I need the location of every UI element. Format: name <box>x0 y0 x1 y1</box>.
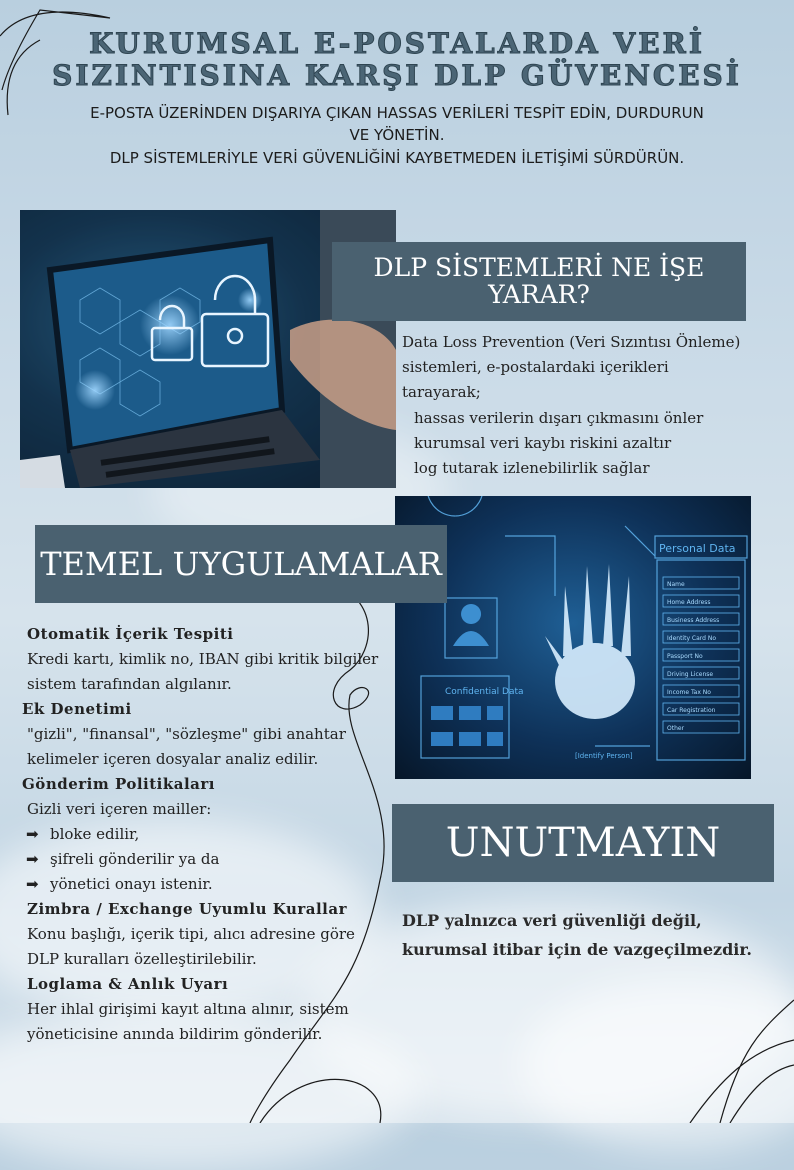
section-text: Gizli veri içeren mailler: <box>27 800 212 818</box>
arrow-icon: ➡ <box>26 850 39 868</box>
field-label: Business Address <box>667 617 720 624</box>
arrow-icon: ➡ <box>26 875 39 893</box>
field-label: Name <box>667 581 685 588</box>
personal-data-image <box>395 496 751 779</box>
field-label: Identity Card No <box>667 635 717 642</box>
list-item: log tutarak izlenebilirlik sağlar <box>414 459 650 477</box>
field-label: Car Registration <box>667 707 716 714</box>
section-heading: Loglama & Anlık Uyarı <box>27 975 229 993</box>
dlp-intro-text: Data Loss Prevention (Veri Sızıntısı Önleme) sistemleri, e-postalardaki içerikleri tarayarak; <box>402 333 741 401</box>
subtitle-line1: E-POSTA ÜZERİNDEN DIŞARIYA ÇIKAN HASSAS VERİLERİ TESPİT EDİN, DURDURUN VE YÖNETİN. <box>90 104 704 144</box>
personal-data-label: Personal Data <box>659 542 736 555</box>
field-label: Passport No <box>667 653 703 660</box>
section-heading: Otomatik İçerik Tespiti <box>27 625 234 643</box>
field-label: Home Address <box>667 599 711 606</box>
list-item: ➡ şifreli gönderilir ya da <box>22 847 384 872</box>
applications-banner: TEMEL UYGULAMALAR <box>35 525 447 603</box>
confidential-label: Confidential Data <box>445 687 524 697</box>
field-label: Driving License <box>667 671 714 678</box>
list-item: ➡ yönetici onayı istenir. <box>22 872 384 897</box>
list-item: kurumsal veri kaybı riskini azaltır <box>414 434 672 452</box>
section-text: "gizli", "finansal", "sözleşme" gibi anahtar kelimeler içeren dosyalar analiz edilir. <box>27 725 346 768</box>
page-title-line1: KURUMSAL E-POSTALARDA VERİ <box>89 27 705 60</box>
page-title-line2: SIZINTISINA KARŞI DLP GÜVENCESİ <box>52 59 742 92</box>
subtitle-line2: DLP SİSTEMLERİYLE VERİ GÜVENLİĞİNİ KAYBETMEDEN İLETİŞİMİ SÜRDÜRÜN. <box>109 149 685 167</box>
field-label: Other <box>667 725 685 732</box>
identify-label: [Identify Person] <box>575 752 633 760</box>
section-text: Her ihlal girişimi kayıt altına alınır, sistem yöneticisine anında bildirim gönderilir. <box>27 1000 349 1043</box>
applications-content <box>22 622 384 1047</box>
dlp-banner: DLP SİSTEMLERİ NE İŞE YARAR? <box>332 242 746 321</box>
arrow-icon: ➡ <box>26 825 39 843</box>
reminder-banner: UNUTMAYIN <box>392 804 774 882</box>
field-label: Income Tax No <box>667 689 711 696</box>
section-text: Kredi kartı, kimlik no, IBAN gibi kritik bilgiler sistem tarafından algılanır. <box>27 650 379 693</box>
section-heading: Gönderim Politikaları <box>22 775 215 793</box>
reminder-text: DLP yalnızca veri güvenliği değil, kurumsal itibar için de vazgeçilmezdir. <box>402 911 752 959</box>
list-item: hassas verilerin dışarı çıkmasını önler <box>414 409 704 427</box>
section-text: Konu başlığı, içerik tipi, alıcı adresine göre DLP kuralları özelleştirilebilir. <box>27 925 355 968</box>
section-heading: Ek Denetimi <box>22 700 132 718</box>
dlp-benefits-list <box>414 406 754 481</box>
list-item: ➡ bloke edilir, <box>22 822 384 847</box>
section-heading: Zimbra / Exchange Uyumlu Kurallar <box>27 900 348 918</box>
